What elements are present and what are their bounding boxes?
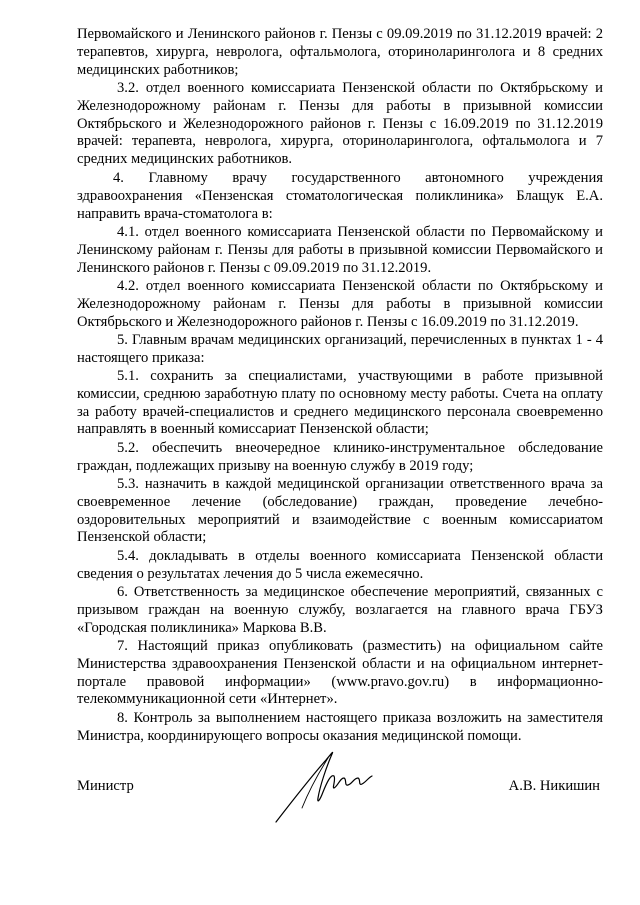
paragraph-5-4: 5.4. докладывать в отделы военного комиссариата Пензенской области сведения о результатах лечения до 5 числа ежемесячно. [77,548,603,582]
paragraph-4-2: 4.2. отдел военного комиссариата Пензенской области по Октябрьскому и Железнодорожному районам г. Пензы для работы в призывной комиссии Октябрьского и Железнодорожного районов г. Пензы с 16.09.2019 по 31.12.2019. [77,278,603,330]
paragraph-5-3: 5.3. назначить в каждой медицинской организации ответственного врача за своевременное лечение (обследование) граждан, проведение лечебно-оздоровительных мероприятий и взаимодействие с военным комиссариатом Пензенской области; [77,476,603,546]
paragraph-6: 6. Ответственность за медицинское обеспечение мероприятий, связанных с призывом граждан на военную службу, возлагается на главного врача ГБУЗ «Городская поликлиника» Маркова В.В. [77,584,603,636]
paragraph-5: 5. Главным врачам медицинских организаций, перечисленных в пунктах 1 - 4 настоящего приказа: [77,332,603,366]
signatory-position: Министр [77,778,134,794]
paragraph-4-1: 4.1. отдел военного комиссариата Пензенской области по Первомайскому и Ленинскому районам г. Пензы для работы в призывной комиссии Первомайского и Ленинского районов г. Пензы с 09.09.2019 по 31.12.2019. [77,224,603,276]
paragraph-3-2: 3.2. отдел военного комиссариата Пензенской области по Октябрьскому и Железнодорожному районам г. Пензы для работы в призывной комиссии Октябрьского и Железнодорожного районов г. Пензы с 16.09.2019 по 31.12.2019 врачей: терапевта, невролога, хирурга, оториноларинголога, офтальмолога и 7 средних медицинских работников. [77,80,603,168]
paragraph-5-2: 5.2. обеспечить внеочередное клинико-инструментальное обследование граждан, подлежащих призыву на военную службу в 2019 году; [77,440,603,474]
paragraph-5-1: 5.1. сохранить за специалистами, участвующими в работе призывной комиссии, среднюю заработную плату по основному месту работы. Счета на оплату за работу врачей-специалистов и среднего медицинского персонала своевременно направлять в военный комиссариат Пензенской области; [77,368,603,438]
paragraph-8: 8. Контроль за выполнением настоящего приказа возложить на заместителя Министра, координирующего вопросы оказания медицинской помощи. [77,710,603,744]
paragraph-continuation: Первомайского и Ленинского районов г. Пензы с 09.09.2019 по 31.12.2019 врачей: 2 терапевтов, хирурга, невролога, офтальмолога, оториноларинголога и 8 средних медицинских работников; [77,26,603,78]
paragraph-4: 4. Главному врачу государственного автономного учреждения здравоохранения «Пензенская стоматологическая поликлиника» Блащук Е.А. направить врача-стоматолога в: [77,170,603,222]
handwritten-signature-icon [268,738,378,828]
signatory-name: А.В. Никишин [508,778,600,794]
paragraph-7: 7. Настоящий приказ опубликовать (разместить) на официальном сайте Министерства здравоохранения Пензенской области и на официальном интернет-портале правовой информации» (www.pravo.gov.ru) в информационно-телекоммуникационной сети «Интернет». [77,638,603,708]
